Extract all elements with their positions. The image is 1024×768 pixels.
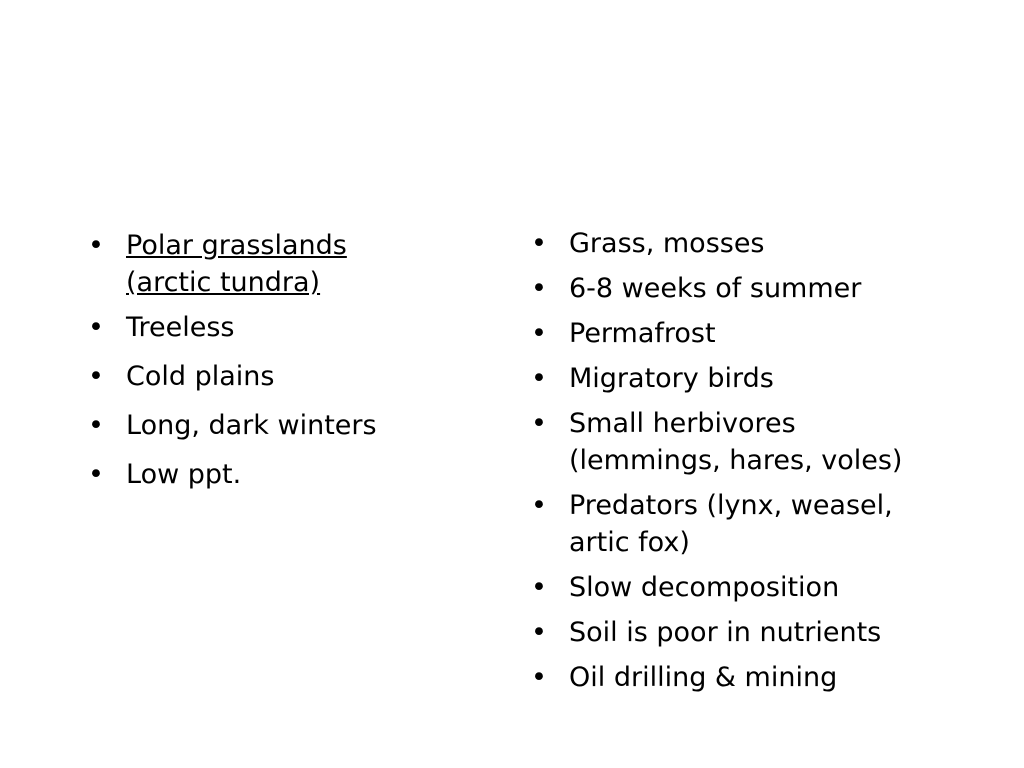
list-item-text: Permafrost — [569, 318, 716, 349]
heading-term: Polar grasslands (arctic tundra) — [126, 230, 347, 298]
bullet-icon: • — [531, 363, 547, 394]
bullet-icon: • — [88, 410, 104, 441]
list-item-text: Cold plains — [126, 361, 275, 392]
bullet-icon: • — [88, 230, 104, 261]
list-item-text: Predators (lynx, weasel, artic fox) — [569, 490, 893, 558]
list-item — [531, 360, 931, 397]
list-item — [88, 227, 428, 301]
list-item — [531, 225, 931, 262]
right-bullet-list — [531, 225, 931, 704]
bullet-icon: • — [531, 228, 547, 259]
list-item-text: Low ppt. — [126, 459, 242, 490]
list-item — [531, 569, 931, 606]
list-item-text: Treeless — [126, 312, 235, 343]
left-bullet-list — [88, 227, 428, 505]
bullet-icon: • — [531, 318, 547, 349]
list-item — [88, 358, 428, 395]
bullet-icon: • — [531, 273, 547, 304]
list-item-text: 6-8 weeks of summer — [569, 273, 862, 304]
bullet-icon: • — [88, 361, 104, 392]
list-item-text: Slow decomposition — [569, 572, 840, 603]
list-item-text: Oil drilling & mining — [569, 662, 838, 693]
list-item — [88, 309, 428, 346]
bullet-icon: • — [531, 572, 547, 603]
list-item-text: Long, dark winters — [126, 410, 377, 441]
list-item — [88, 456, 428, 493]
bullet-icon: • — [531, 662, 547, 693]
list-item-text: Migratory birds — [569, 363, 774, 394]
bullet-icon: • — [531, 408, 547, 439]
list-item-text: Grass, mosses — [569, 228, 765, 259]
list-item-text: Soil is poor in nutrients — [569, 617, 882, 648]
list-item-text: Small herbivores (lemmings, hares, voles) — [569, 408, 903, 476]
list-item — [531, 614, 931, 651]
bullet-icon: • — [88, 312, 104, 343]
list-item — [531, 315, 931, 352]
bullet-icon: • — [88, 459, 104, 490]
bullet-icon: • — [531, 617, 547, 648]
list-item — [531, 487, 931, 561]
list-item — [531, 270, 931, 307]
list-item — [531, 659, 931, 696]
list-item — [88, 407, 428, 444]
list-item — [531, 405, 931, 479]
bullet-icon: • — [531, 490, 547, 521]
